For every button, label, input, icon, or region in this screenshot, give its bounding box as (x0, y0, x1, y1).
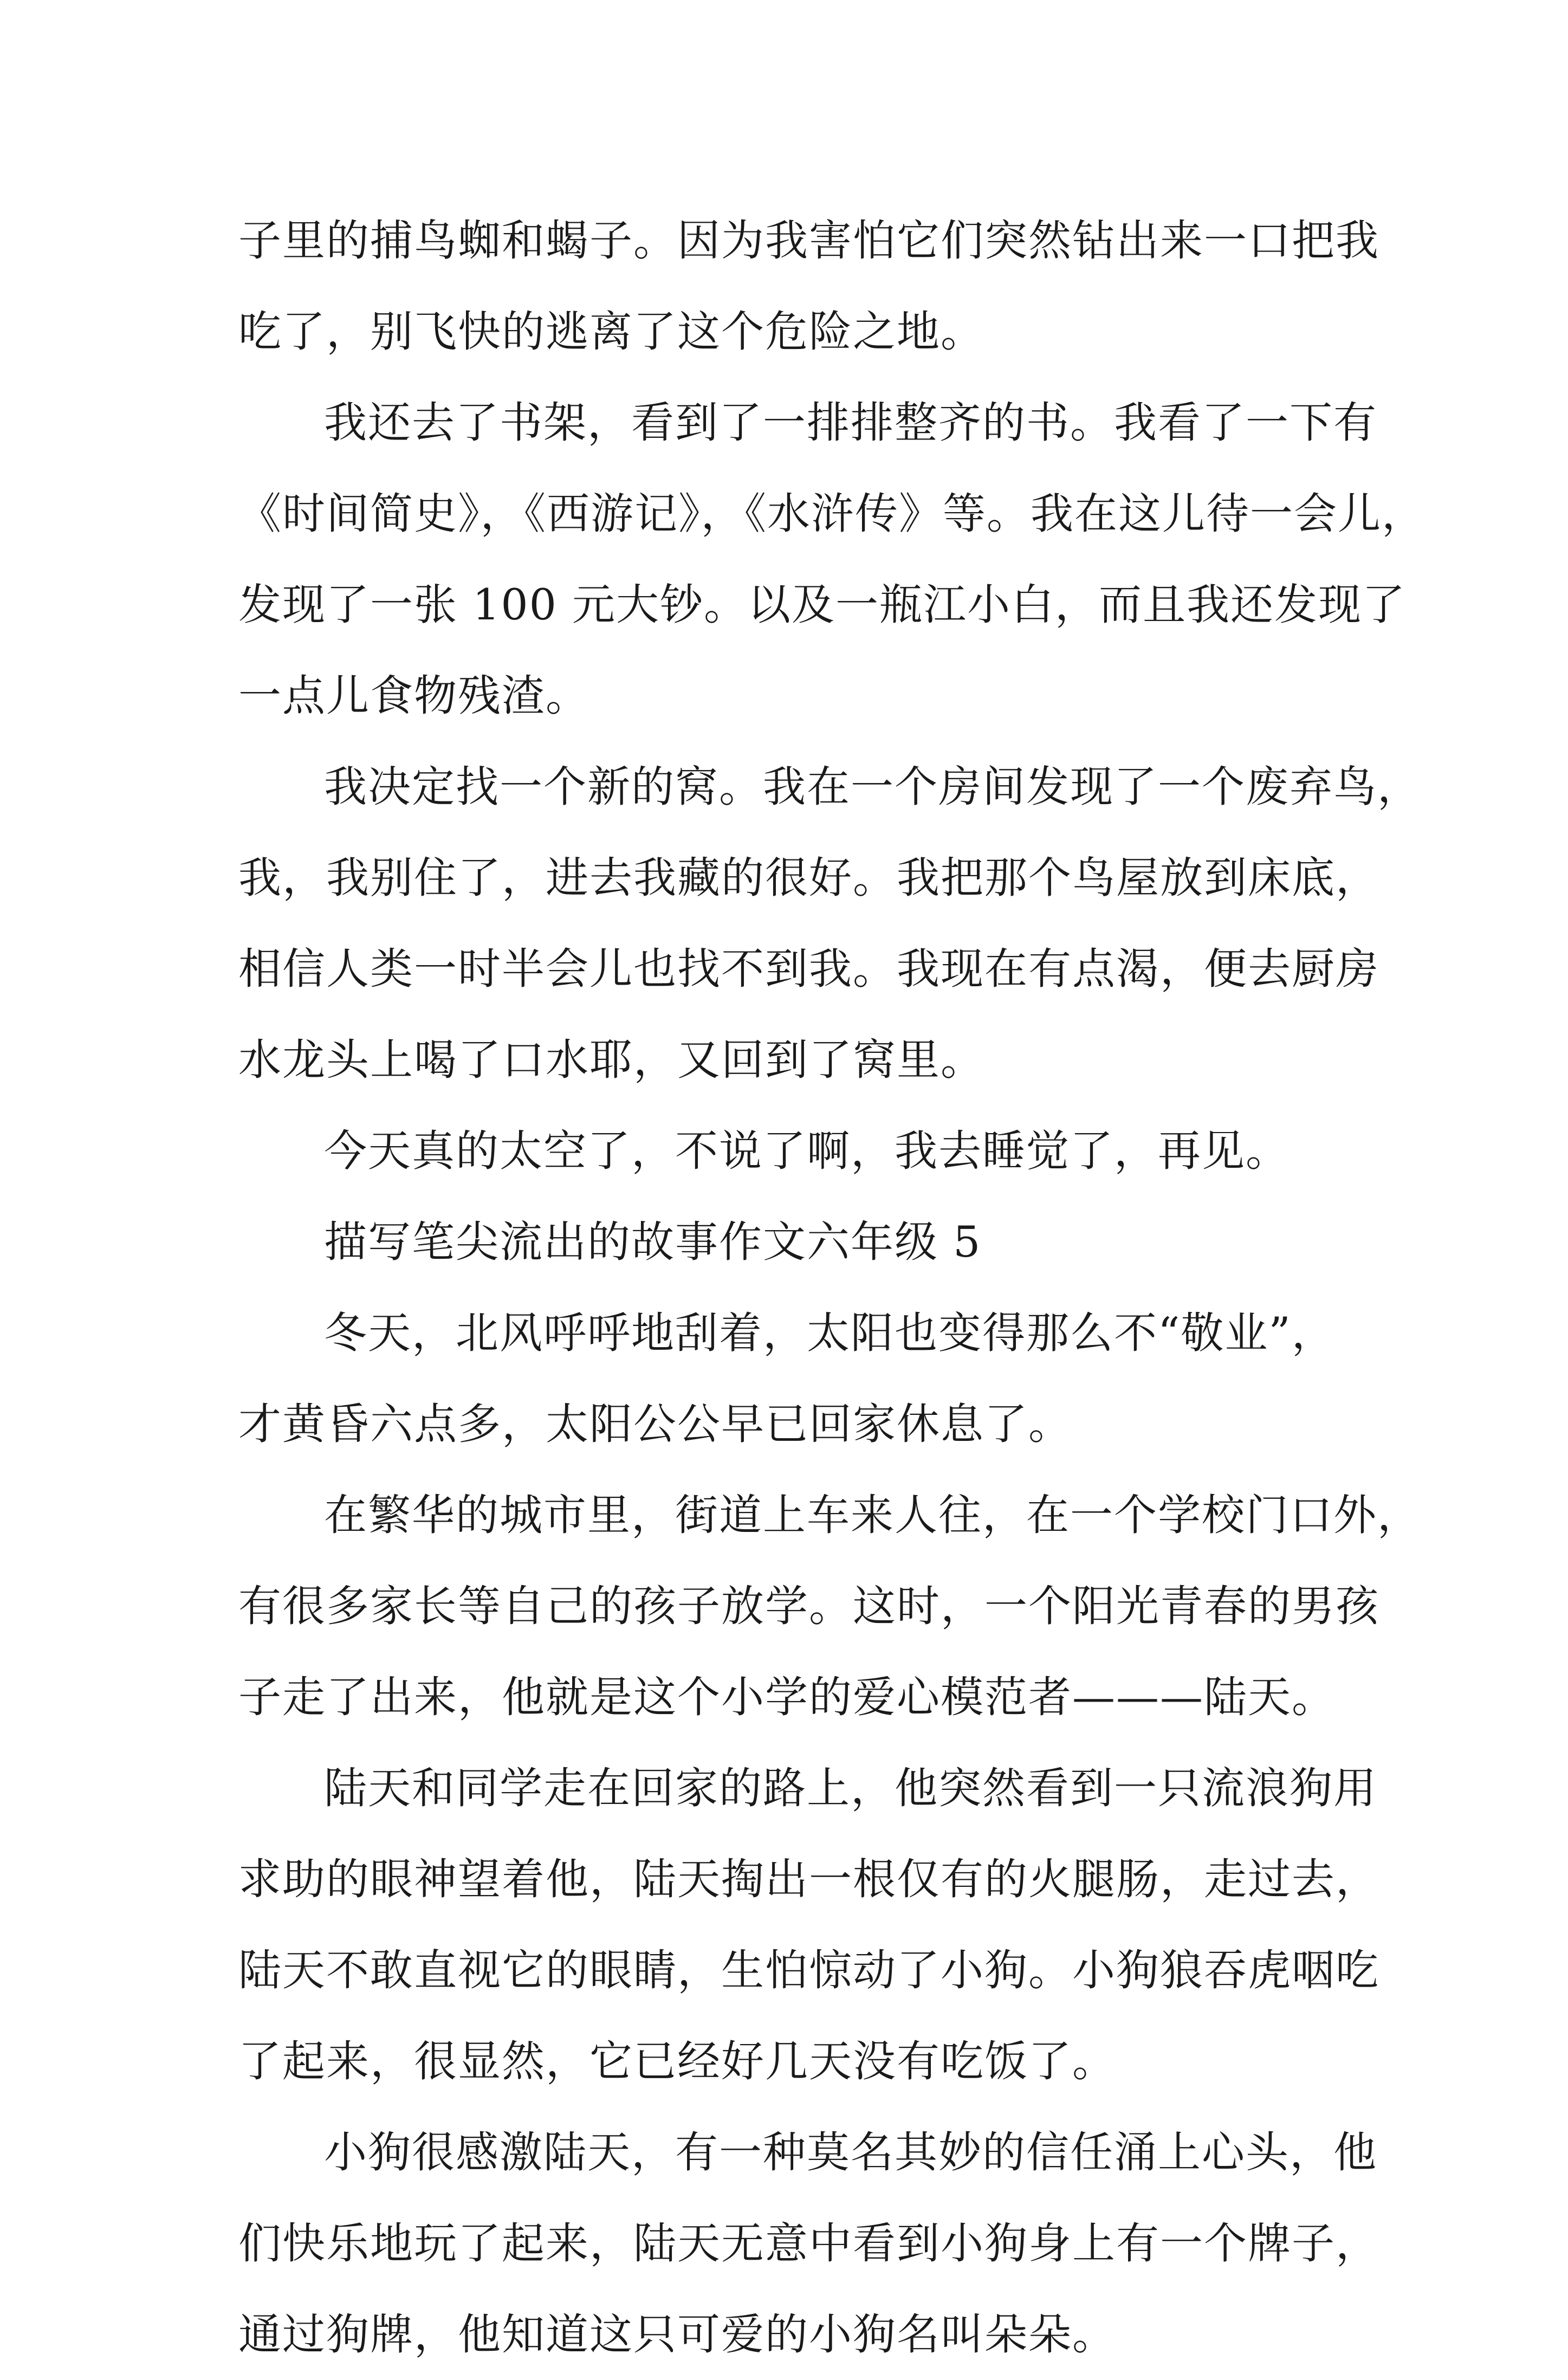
text-line: 通过狗牌，他知道这只可爱的小狗名叫朵朵。 (238, 2310, 1116, 2359)
paragraph-start-line: 我还去了书架，看到了一排排整齐的书。我看了一下有 (324, 398, 1377, 448)
text-line: 一点儿食物残渣。 (238, 671, 589, 721)
text-line: 有很多家长等自己的孩子放学。这时，一个阳光青春的男孩 (238, 1581, 1379, 1631)
paragraph-start-line: 在繁华的城市里，街道上车来人往，在一个学校门口外， (324, 1490, 1421, 1540)
section-heading: 描写笔尖流出的故事作文六年级 5 (324, 1217, 982, 1267)
text-line: 求助的眼神望着他，陆天掏出一根仅有的火腿肠，走过去， (238, 1854, 1379, 1904)
text-line: 子走了出来，他就是这个小学的爱心模范者———陆天。 (238, 1672, 1336, 1722)
paragraph-start-line: 冬天，北风呼呼地刮着，太阳也变得那么不“敬业”， (324, 1308, 1336, 1358)
text-line: 水龙头上喝了口水耶，又回到了窝里。 (238, 1035, 984, 1085)
text-line: 《时间简史》，《西游记》，《水浒传》等。我在这儿待一会儿， (238, 489, 1426, 539)
text-line: 才黄昏六点多，太阳公公早已回家休息了。 (238, 1399, 1072, 1449)
text-line: 相信人类一时半会儿也找不到我。我现在有点渴，便去厨房 (238, 944, 1379, 994)
text-line: 了起来，很显然，它已经好几天没有吃饭了。 (238, 2036, 1116, 2086)
text-line: 发现了一张 100 元大钞。以及一瓶江小白，而且我还发现了 (238, 580, 1407, 630)
text-line: 我，我别住了，进去我藏的很好。我把那个鸟屋放到床底， (238, 853, 1379, 903)
text-line: 们快乐地玩了起来，陆天无意中看到小狗身上有一个牌子， (238, 2219, 1379, 2268)
paragraph-start-line: 今天真的太空了，不说了啊，我去睡觉了，再见。 (324, 1126, 1290, 1176)
body-text (238, 195, 1426, 2380)
paragraph-start-line: 小狗很感激陆天，有一种莫名其妙的信任涌上心头，他 (324, 2127, 1377, 2177)
paragraph-start-line: 陆天和同学走在回家的路上，他突然看到一只流浪狗用 (324, 1763, 1377, 1813)
text-line: 子里的捕鸟蜘和蝎子。因为我害怕它们突然钻出来一口把我 (238, 216, 1379, 266)
text-line: 吃了，别飞快的逃离了这个危险之地。 (238, 307, 984, 357)
paragraph-start-line: 我决定找一个新的窝。我在一个房间发现了一个废弃鸟， (324, 762, 1421, 812)
text-line: 陆天不敢直视它的眼睛，生怕惊动了小狗。小狗狼吞虎咽吃 (238, 1945, 1379, 1995)
